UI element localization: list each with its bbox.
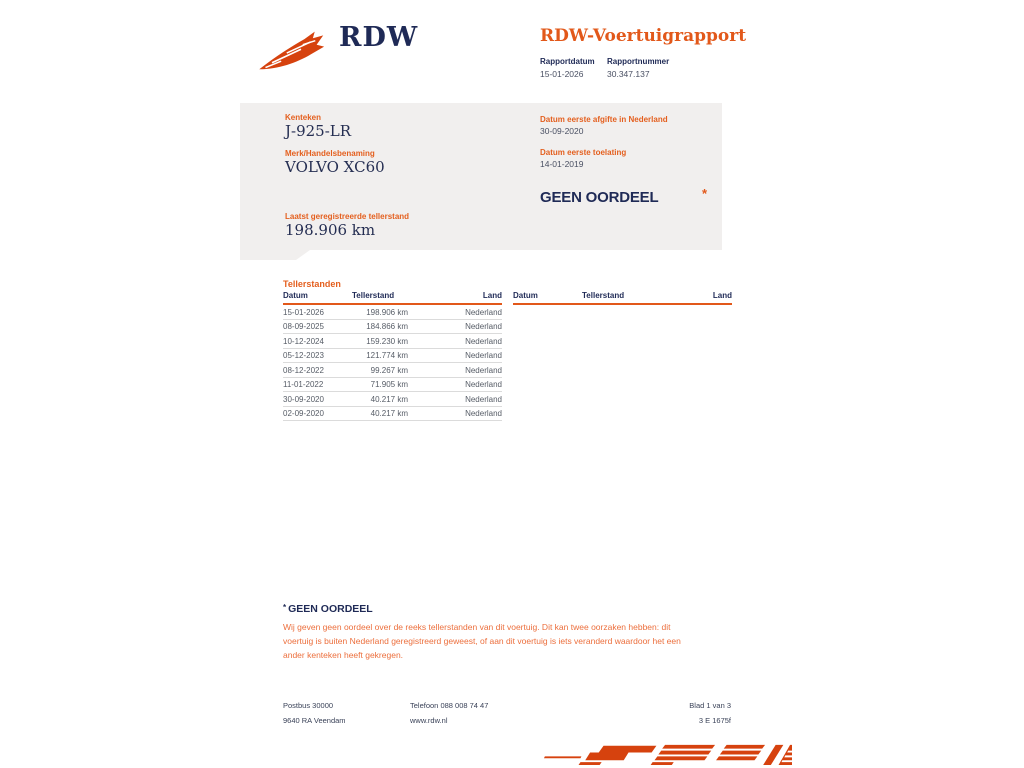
cell-land: Nederland — [465, 380, 502, 389]
table-row — [283, 392, 502, 407]
footnote-title: GEEN OORDEEL — [288, 603, 373, 615]
report-date-value: 15-01-2026 — [540, 69, 584, 79]
table-row — [283, 320, 502, 335]
oordeel-asterisk: * — [702, 186, 708, 201]
table-row — [283, 378, 502, 393]
kenteken-label: Kenteken — [285, 113, 322, 122]
report-number-value: 30.347.137 — [607, 69, 650, 79]
cell-tellerstand: 99.267 km — [370, 365, 408, 375]
tellerstanden-section-title: Tellerstanden — [283, 279, 341, 289]
cell-land: Nederland — [465, 336, 502, 346]
cell-land: Nederland — [465, 322, 502, 331]
rdw-speedlines-graphic — [542, 738, 792, 768]
column-header-land: Land — [482, 291, 502, 300]
page-title: RDW-Voertuigrapport — [540, 26, 747, 46]
cell-land: Nederland — [465, 409, 502, 418]
table-row — [283, 407, 502, 422]
footer-postbus: Postbus 30000 — [283, 701, 334, 710]
cell-tellerstand: 198.906 km — [366, 307, 408, 317]
cell-datum: 05-12-2023 — [283, 351, 324, 360]
footer-website-link[interactable]: www.rdw.nl — [410, 716, 448, 725]
tellerstanden-table-left — [283, 291, 502, 421]
datum-eerste-afgifte-label: Datum eerste afgifte in Nederland — [540, 115, 668, 124]
tellerstanden-table-right — [513, 291, 732, 305]
cell-datum: 30-09-2020 — [283, 394, 324, 404]
cell-tellerstand: 40.217 km — [370, 394, 408, 404]
rdw-bird-icon — [256, 26, 334, 73]
column-header-tellerstand: Tellerstand — [352, 291, 395, 300]
cell-datum: 08-09-2025 — [283, 322, 324, 331]
cell-datum: 08-12-2022 — [283, 365, 324, 375]
footer-city: 9640 RA Veendam — [283, 716, 346, 725]
table-row — [283, 334, 502, 349]
footnote-heading — [283, 603, 703, 615]
footer-form-code: 3 E 1675f — [698, 716, 731, 725]
footer-page-number: Blad 1 van 3 — [689, 701, 731, 710]
cell-tellerstand: 71.905 km — [370, 380, 408, 389]
column-header-datum: Datum — [283, 291, 308, 300]
datum-eerste-toelating-label: Datum eerste toelating — [540, 148, 627, 157]
cell-datum: 02-09-2020 — [283, 409, 324, 418]
table-header-row — [283, 291, 502, 305]
datum-eerste-afgifte-value: 30-09-2020 — [540, 126, 584, 136]
report-date-label: Rapportdatum — [540, 57, 595, 66]
datum-eerste-toelating-value: 14-01-2019 — [540, 159, 584, 169]
laatste-tellerstand-label: Laatst geregistreerde tellerstand — [285, 212, 410, 221]
cell-tellerstand: 121.774 km — [366, 351, 408, 360]
cell-datum: 10-12-2024 — [283, 336, 324, 346]
footnote-section — [283, 603, 703, 662]
cell-datum: 15-01-2026 — [283, 307, 324, 317]
laatste-tellerstand-value: 198.906 km — [285, 221, 376, 239]
footnote-text: Wij geven geen oordeel over de reeks tellerstanden van dit voertuig. Dit kan twee oorzaken hebben: dit voertuig is buiten Nederland geregistreerd geweest, of aan dit voertuig is iets veranderd waardoor het een ander kenteken heeft gekregen. — [283, 622, 681, 660]
table-header-row — [513, 291, 732, 305]
merk-handelsbenaming-value: VOLVO XC60 — [285, 158, 385, 176]
footer-phone: Telefoon 088 008 74 47 — [410, 701, 489, 710]
table-row — [283, 363, 502, 378]
column-header-datum: Datum — [513, 291, 538, 300]
cell-land: Nederland — [465, 307, 502, 317]
merk-handelsbenaming-label: Merk/Handelsbenaming — [285, 149, 375, 158]
cell-datum: 11-01-2022 — [283, 380, 324, 389]
cell-land: Nederland — [465, 351, 502, 360]
footnote-asterisk: * — [283, 603, 287, 612]
cell-tellerstand: 159.230 km — [366, 336, 408, 346]
column-header-land: Land — [712, 291, 732, 300]
column-header-tellerstand: Tellerstand — [582, 291, 625, 300]
rdw-logo-wordmark: RDW — [339, 22, 419, 53]
kenteken-value: J-925-LR — [285, 122, 352, 140]
oordeel-status: GEEN OORDEEL — [540, 189, 659, 206]
cell-tellerstand: 184.866 km — [366, 322, 408, 331]
cell-land: Nederland — [465, 365, 502, 375]
table-row — [283, 305, 502, 320]
cell-land: Nederland — [465, 394, 502, 404]
report-number-label: Rapportnummer — [607, 57, 670, 66]
cell-tellerstand: 40.217 km — [370, 409, 408, 418]
table-row — [283, 349, 502, 364]
